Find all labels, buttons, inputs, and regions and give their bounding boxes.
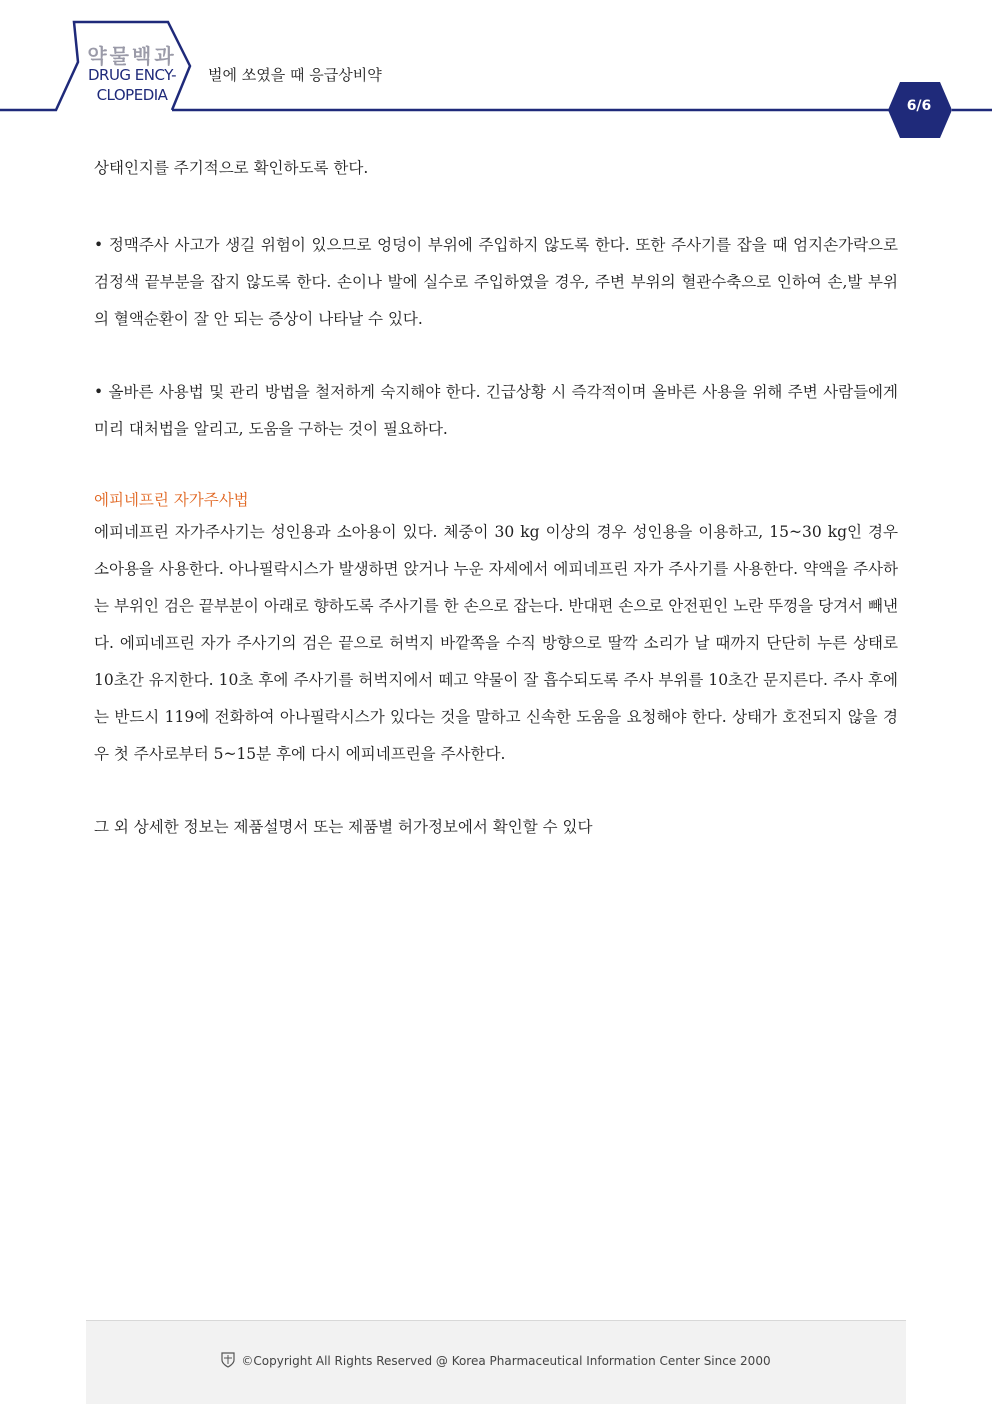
- paragraph-epinephrine-method: 에피네프린 자가주사기는 성인용과 소아용이 있다. 체중이 30 kg 이상의 경우 성인용을 이용하고, 15~30 kg인 경우 소아용을 사용한다. 아나필락시스가 발생하면 앉거나 누운 자세에서 에피네프린 자가 주사기를 사용한다. 약액을 주사하는 부위인 검은 끝부분이 아래로 향하도록 주사기를 한 손으로 잡는다. 반대편 손으로 안전핀인 노란 뚜껑을 당겨서 빼낸다. 에피네프린 자가 주사기의 검은 끝으로 허벅지 바깥쪽을 수직 방향으로 딸깍 소리가 날 때까지 단단히 누른 상태로 10초간 유지한다. 10초 후에 주사기를 허벅지에서 떼고 약물이 잘 흡수되도록 주사 부위를 10초간 문지른다. 주사 후에는 반드시 119에 전화하여 아나필락시스가 있다는 것을 말하고 신속한 도움을 요청해야 한다. 상태가 호전되지 않을 경우 첫 주사로부터 5~15분 후에 다시 에피네프린을 주사한다.: [94, 523, 898, 763]
- logo-korean: 약물백과: [87, 44, 177, 68]
- paragraph-more-info: 그 외 상세한 정보는 제품설명서 또는 제품별 허가정보에서 확인할 수 있다: [94, 818, 593, 836]
- page-indicator: 6/6: [906, 98, 932, 114]
- bullet-paragraph-usage-familiarity: • 올바른 사용법 및 관리 방법을 철저하게 숙지해야 한다. 긴급상황 시 즉각적이며 올바른 사용을 위해 주변 사람들에게 미리 대처법을 알리고, 도움을 구하는 것이 필요하다.: [94, 383, 898, 438]
- copyright-text: ©Copyright All Rights Reserved @ Korea Pharmaceutical Information Center Since 2000: [241, 1354, 771, 1368]
- page-header: [0, 0, 992, 140]
- main-content: [94, 150, 898, 846]
- paragraph-continuation: 상태인지를 주기적으로 확인하도록 한다.: [94, 159, 369, 177]
- document-title: 벌에 쏘였을 때 응급상비약: [208, 66, 382, 84]
- logo-english-line1: DRUG ENCY-: [87, 66, 177, 84]
- page-footer: [86, 1320, 906, 1404]
- section-title: 에피네프린 자가주사법: [94, 491, 249, 509]
- bullet-paragraph-injection-caution: • 정맥주사 사고가 생길 위험이 있으므로 엉덩이 부위에 주입하지 않도록 한다. 또한 주사기를 잡을 때 엄지손가락으로 검정색 끝부분을 잡지 않도록 한다. 손이나 발에 실수로 주입하였을 경우, 주변 부위의 혈관수축으로 인하여 손,발 부위의 혈액순환이 잘 안 되는 증상이 나타날 수 있다.: [94, 236, 898, 328]
- logo-english-line2: CLOPEDIA: [96, 86, 168, 104]
- shield-emblem-icon: [221, 1352, 235, 1371]
